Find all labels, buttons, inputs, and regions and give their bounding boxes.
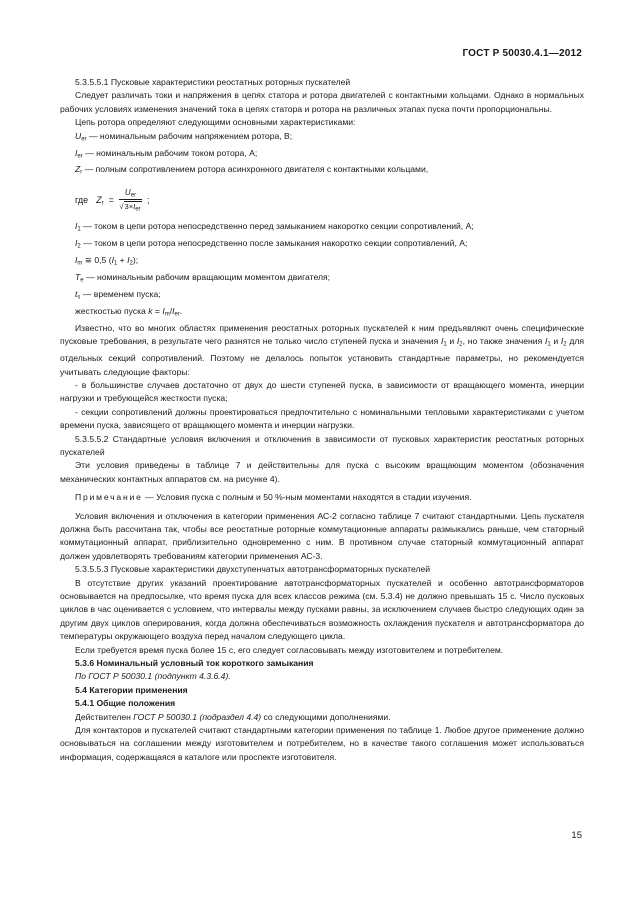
paragraph-table-7: Эти условия приведены в таблице 7 и действительны для пуска с высоким вращающим моментом (обозначения механических контактных аппаратов см. на рисунке 4). <box>60 460 584 484</box>
rotor-impedance-formula: где $Z_r$ = $\frac{U_{er}}{√3\times I_{er}}$ ; <box>75 187 150 213</box>
reference-5-3-6: По ГОСТ Р 50030.1 (подпункт 4.3.6.4). <box>75 671 231 682</box>
paragraph-ac-2: Условия включения и отключения в категории применения АС-2 согласно таблице 7 считают стандартными. Цепь пускателя должна быть рассчитана так, чтобы все реостатные роторные коммутационные аппараты размыкались раньше, чем статорный коммутационный аппарат, приблизительно одновременно с ним. В противном случае статорный коммутационный аппарат должен удовлетворять требованиям категории применения АС-3. <box>60 510 584 561</box>
paragraph-specific-requirements: Известно, что во многих областях применения реостатных роторных пускателей к ним предъявляют очень специфические пусковые требования, в результате чего разнятся не только число ступеней пуска и значения $I_1$ и $I_2$, но также значения $I_1$ и $I_2$ для отдельных секций сопротивлений. Поэтому не делалось попыток установить стандартные параметры, но рекомендуется учитывать следующие факторы: <box>60 322 585 377</box>
paragraph-autotransformer: В отсутствие других указаний проектирование автотрансформаторных пускателей и особенно автотрансформаторов основывается на предпосылке, что время пуска для всех классов режима (см. 5.3.4) не должно превышать 15 с. Число пусковых циклов в час оценивается с условием, что интервалы между пусками равны, за исключением случаев быстро следующих один за другим двух циклов оперирования, когда должна обеспечиваться возможность охлаждения пускателя и автотрансформатора до температуры окружающего воздуха перед началом следующего цикла. <box>60 577 584 642</box>
bullet-resistor-sections: - секции сопротивлений должны проектироваться предпочтительно с номинальными тепловыми характеристиками с учетом времени пуска, зависящего от вращающего момента и инерции нагрузки. <box>60 406 584 431</box>
paragraph-rotor-circuit: Цепь ротора определяют следующими основными характеристиками: <box>75 117 356 128</box>
definition-k: жесткостью пуска $k = I_m/I_{er}$. <box>75 305 183 318</box>
heading-5-4: 5.4 Категории применения <box>75 684 188 695</box>
formula-numerator: $U_{er}$ <box>119 188 142 201</box>
paragraph-categories: Для контакторов и пускателей считают стандартными категории применения по таблице 1. Любое другое применение должно основываться на соглашении между изготовителем и потребителем, но в качестве такого соглашения может использоваться информация, содержащаяся в каталоге или проспекте изготовителя. <box>60 725 584 762</box>
definition-zr: $Z_r$ — полным сопротивлением ротора асинхронного двигателя с контактными кольцами, <box>75 164 429 176</box>
clause-5-3-5-5-2-title: 5.3.5.5.2 Стандартные условия включения и отключения в зависимости от пусковых характеристик реостатных роторных пускателей <box>60 433 584 457</box>
heading-5-3-6: 5.3.6 Номинальный условный ток короткого замыкания <box>75 658 314 669</box>
paragraph-15-seconds: Если требуется время пуска более 15 с, его следует согласовывать между изготовителем и потребителем. <box>75 644 504 655</box>
definition-i2: $I_2$ — током в цепи ротора непосредственно после замыкания накоротко секции сопротивлений, А; <box>75 238 468 250</box>
clause-5-3-5-5-3-title: 5.3.5.5.3 Пусковые характеристики двухступенчатых автотрансформаторных пускателей <box>75 564 431 575</box>
definition-uer: $U_{er}$ — номинальным рабочим напряжением ротора, В; <box>75 130 293 143</box>
heading-5-4-1: 5.4.1 Общие положения <box>75 698 176 709</box>
document-body <box>60 76 584 764</box>
definition-ier: $I_{er}$ — номинальным рабочим током ротора, А; <box>75 147 258 160</box>
note: Примечание — Условия пуска с полным и 50 %-ным моментами находятся в стадии изучения. <box>75 492 472 503</box>
page-header: ГОСТ Р 50030.4.1—2012 <box>462 48 582 59</box>
paragraph-current-voltage: Следует различать токи и напряжения в цепях статора и ротора двигателей с контактными кольцами. Однако в нормальных рабочих условиях изменения значений тока в цепях статора и ротора на различных этапах пуска почти пропорциональны. <box>60 90 584 114</box>
definition-i1: $I_1$ — током в цепи ротора непосредственно перед замыканием накоротко секции сопротивлений, А; <box>75 221 474 233</box>
clause-5-3-5-5-1-title: 5.3.5.5.1 Пусковые характеристики реостатных роторных пускателей <box>75 77 351 87</box>
definition-ts: $t_s$ — временем пуска; <box>75 288 161 301</box>
page-number: 15 <box>571 830 582 841</box>
bullet-stages: - в большинстве случаев достаточно от двух до шести ступеней пуска, в зависимости от вращающего момента, инерции нагрузки и требующейся жесткости пуска; <box>60 379 584 404</box>
paragraph-valid-reference: Действителен ГОСТ Р 50030.1 (подраздел 4.4) со следующими дополнениями. <box>75 711 391 722</box>
definition-im: $I_m$ ≅ 0,5 $(I_1 + I_2)$; <box>75 255 139 267</box>
formula-denominator: $√3\times I_{er}$ <box>119 202 141 213</box>
definition-te: $T_e$ — номинальным рабочим вращающим моментом двигателя; <box>75 272 331 284</box>
formula-fraction <box>119 188 142 213</box>
